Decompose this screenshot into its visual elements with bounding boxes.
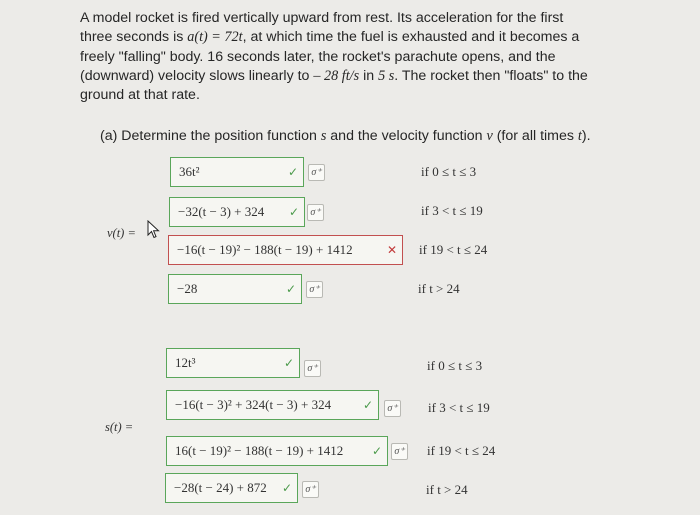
mouse-cursor-icon — [147, 220, 161, 240]
position-piece-1-condition: if 0 ≤ t ≤ 3 — [427, 358, 483, 373]
math-keypad-icon[interactable]: σ⁺ — [306, 281, 323, 298]
slowdown-time: 5 s — [378, 67, 395, 84]
velocity-piece-2-input[interactable] — [169, 197, 305, 227]
velocity-label: v(t) = — [107, 226, 136, 240]
answer-text: −16(t − 3)² + 324(t − 3) + 324 — [175, 397, 332, 412]
problem-line-3: freely "falling" body. 16 seconds later, the rocket's parachute opens, and the — [80, 48, 556, 65]
math-keypad-icon[interactable]: σ⁺ — [307, 204, 324, 221]
problem-line-2: three seconds is a(t) = 72t, at which time the fuel is exhausted and it becomes a — [80, 29, 580, 46]
math-keypad-icon[interactable]: σ⁺ — [308, 164, 325, 181]
check-icon: ✓ — [362, 398, 373, 412]
answer-text: 36t² — [179, 164, 200, 179]
terminal-velocity: – 28 ft/s — [313, 67, 360, 84]
position-piece-2-condition: if 3 < t ≤ 19 — [428, 400, 490, 415]
answer-text: −28 — [177, 281, 198, 296]
problem-statement — [80, 9, 640, 105]
math-keypad-icon[interactable]: σ⁺ — [304, 360, 321, 377]
velocity-piece-1-condition: if 0 ≤ t ≤ 3 — [421, 164, 477, 179]
acceleration-formula: a(t) = 72t — [187, 29, 243, 46]
check-icon: ✓ — [285, 282, 296, 296]
position-piece-2-input[interactable] — [166, 390, 379, 420]
velocity-piece-3-input[interactable] — [168, 235, 403, 265]
position-piece-4-condition: if t > 24 — [426, 482, 468, 497]
math-keypad-icon[interactable]: σ⁺ — [391, 443, 408, 460]
cross-icon: ✕ — [386, 243, 397, 257]
math-keypad-icon[interactable]: σ⁺ — [384, 400, 401, 417]
check-icon: ✓ — [283, 356, 294, 370]
position-piece-3-input[interactable] — [166, 436, 388, 466]
answer-text: 12t³ — [175, 355, 196, 370]
position-piece-1-input[interactable] — [166, 348, 300, 378]
answer-text: −28(t − 24) + 872 — [174, 480, 267, 495]
velocity-piece-3-condition: if 19 < t ≤ 24 — [419, 242, 488, 257]
answer-text: 16(t − 19)² − 188(t − 19) + 1412 — [175, 443, 344, 458]
velocity-piece-4-input[interactable] — [168, 274, 302, 304]
check-icon: ✓ — [371, 444, 382, 458]
position-piece-3-condition: if 19 < t ≤ 24 — [427, 443, 496, 458]
answer-text: −16(t − 19)² − 188(t − 19) + 1412 — [177, 242, 353, 257]
velocity-piece-4-condition: if t > 24 — [418, 281, 460, 296]
check-icon: ✓ — [288, 205, 299, 219]
problem-line-1: A model rocket is fired vertically upward from rest. Its acceleration for the first — [80, 10, 564, 26]
check-icon: ✓ — [281, 481, 292, 495]
position-label: s(t) = — [105, 420, 134, 434]
problem-line-5: ground at that rate. — [80, 87, 200, 104]
math-keypad-icon[interactable]: σ⁺ — [302, 481, 319, 498]
part-a-prompt: (a) Determine the position function s and the velocity function v (for all times t). — [100, 128, 591, 144]
check-icon: ✓ — [287, 165, 298, 179]
position-piece-4-input[interactable] — [165, 473, 298, 503]
velocity-piece-1-input[interactable] — [170, 157, 304, 187]
velocity-piece-2-condition: if 3 < t ≤ 19 — [421, 203, 483, 218]
answer-text: −32(t − 3) + 324 — [178, 204, 265, 219]
problem-line-4: (downward) velocity slows linearly to – 28 ft/s in 5 s. The rocket then "floats" to the — [80, 67, 588, 84]
